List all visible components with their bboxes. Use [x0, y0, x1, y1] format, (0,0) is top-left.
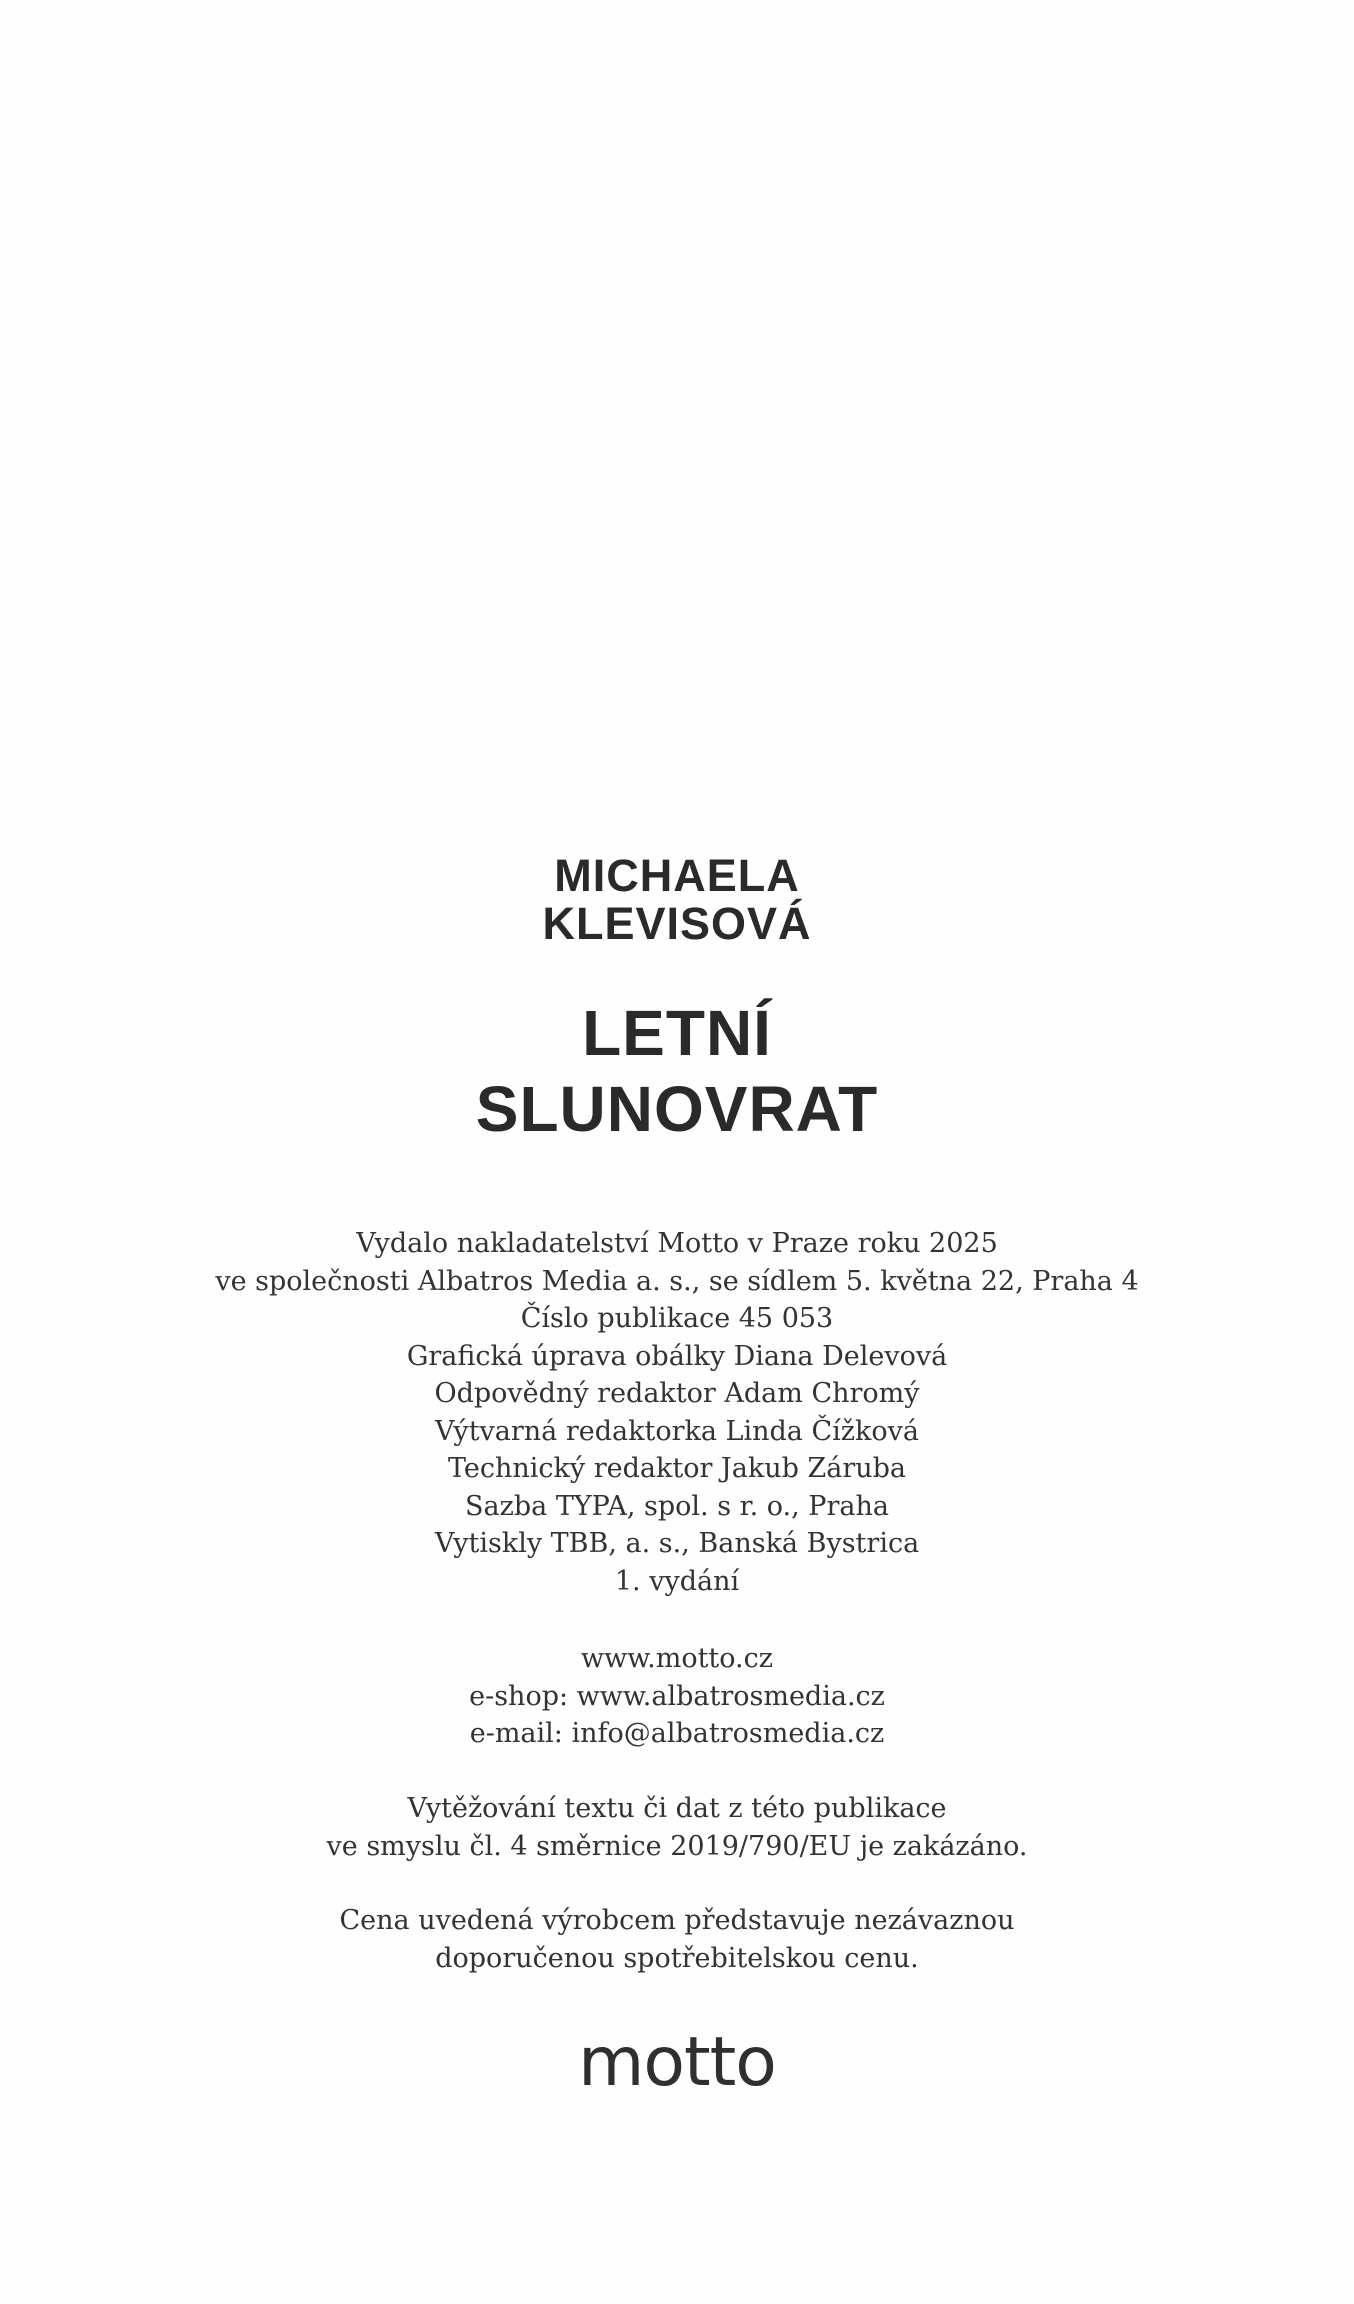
imprint-line: Vytiskly TBB, a. s., Banská Bystrica — [434, 1528, 920, 1559]
legal-notice-line-2: ve smyslu čl. 4 směrnice 2019/790/EU je zakázáno. — [326, 1831, 1028, 1862]
imprint-line: Číslo publikace 45 053 — [520, 1303, 834, 1334]
imprint-line: Vydalo nakladatelství Motto v Praze roku 2025 — [356, 1228, 998, 1259]
publisher-logo: motto — [578, 2023, 776, 2102]
website-url: www.motto.cz — [581, 1643, 773, 1674]
imprint-details — [0, 1225, 1354, 1600]
eshop-url: e-shop: www.albatrosmedia.cz — [469, 1680, 885, 1712]
imprint-line: Výtvarná redaktorka Linda Čížková — [435, 1415, 919, 1447]
legal-notice-line-1: Vytěžování textu či dat z této publikace — [407, 1793, 947, 1824]
author-name — [0, 852, 1354, 948]
book-title-line-2: SLUNOVRAT — [475, 1073, 879, 1145]
legal-notice — [0, 1790, 1354, 1866]
email-address: e-mail: info@albatrosmedia.cz — [469, 1718, 885, 1749]
author-last-name: KLEVISOVÁ — [542, 898, 812, 949]
author-first-name: MICHAELA — [554, 850, 800, 901]
imprint-line: Grafická úprava obálky Diana Delevová — [406, 1340, 948, 1372]
imprint-line: Sazba TYPA, spol. s r. o., Praha — [465, 1490, 889, 1522]
imprint-line: 1. vydání — [614, 1565, 740, 1597]
imprint-line: Odpovědný redaktor Adam Chromý — [434, 1378, 920, 1409]
price-note — [0, 1902, 1354, 1978]
book-title — [0, 995, 1354, 1147]
imprint-line: Technický redaktor Jakub Záruba — [447, 1453, 907, 1484]
imprint-line: ve společnosti Albatros Media a. s., se sídlem 5. května 22, Praha 4 — [215, 1265, 1139, 1297]
price-note-line-2: doporučenou spotřebitelskou cenu. — [435, 1943, 919, 1974]
book-title-line-1: LETNÍ — [582, 997, 772, 1069]
contact-details — [0, 1640, 1354, 1753]
price-note-line-1: Cena uvedená výrobcem představuje nezávaznou — [339, 1905, 1015, 1936]
